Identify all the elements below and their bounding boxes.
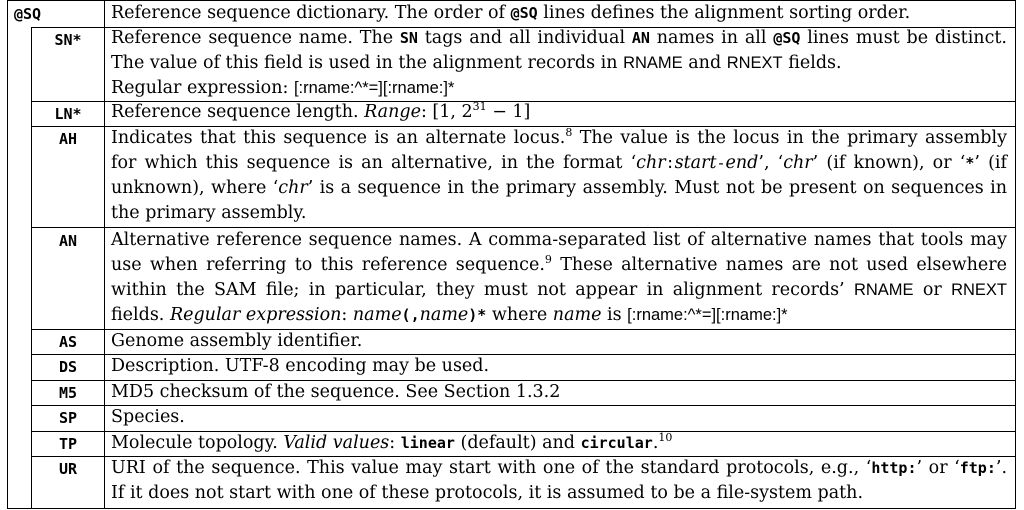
tag-ds: DS [58, 358, 78, 376]
tag-ur: UR [58, 460, 78, 478]
desc-m5: MD5 checksum of the sequence. See Section 1.3.2 [111, 382, 561, 402]
desc-an: Alternative reference sequence names. A comma-separated list of alternative names that tools may use when referring to this reference sequence.$^9$ These alternative names are not used elsewhere within the SAM file; in particular, they must not appear in alignment records’ RNAME or RNEXT fields. Regular expression: name(,name)* where name is [:rname:^*=][:rname:]* [111, 230, 1008, 325]
desc-sn: Reference sequence name. The SN tags and all individual AN names in all @SQ lines must be distinct. The value of this field is used in the alignment records in RNAME and RNEXT fields. Regular expression: [:rname:^*=][:rname:]* [111, 28, 1007, 98]
desc-ln: Reference sequence length. Range: [1, $2^{31} - 1$] [111, 100, 531, 122]
desc-as: Genome assembly identifier. [111, 331, 363, 351]
desc-ah: Indicates that this sequence is an alternate locus.$^8$ The value is the locus in the primary assembly for which this sequence is an alternative, in the format ‘chr:start-end’, ‘chr’ (if known), or ‘*’ (if unknown), where ‘chr’ is a sequence in the primary assembly. Must not be present on sequences in the primary assembly. [111, 126, 1007, 223]
desc-ds: Description. UTF-8 encoding may be used. [111, 356, 490, 376]
subtag-column-border [31, 27, 32, 508]
desc-ur: URI of the sequence. This value may start with one of the standard protocols, e.g., ‘http:’ or ‘ftp:’. If it does not start with one of these protocols, it is assumed to be a file-system path. [111, 458, 1008, 503]
tag-ah: AH [58, 130, 78, 148]
desc-tp: Molecule topology. Valid values: linear (default) and circular.$^{10}$ [111, 431, 673, 453]
tag-sq: @SQ [14, 5, 42, 23]
desc-sq: Reference sequence dictionary. The order of @SQ lines defines the alignment sorting order. [111, 3, 911, 23]
tag-as: AS [58, 333, 78, 351]
tag-sn: SN* [54, 31, 82, 49]
tag-tp: TP [58, 435, 78, 453]
tag-sp: SP [58, 409, 78, 427]
tag-m5: M5 [58, 384, 78, 402]
tag-ln: LN* [54, 105, 82, 123]
desc-sp: Species. [111, 407, 185, 427]
tag-an: AN [58, 232, 78, 250]
